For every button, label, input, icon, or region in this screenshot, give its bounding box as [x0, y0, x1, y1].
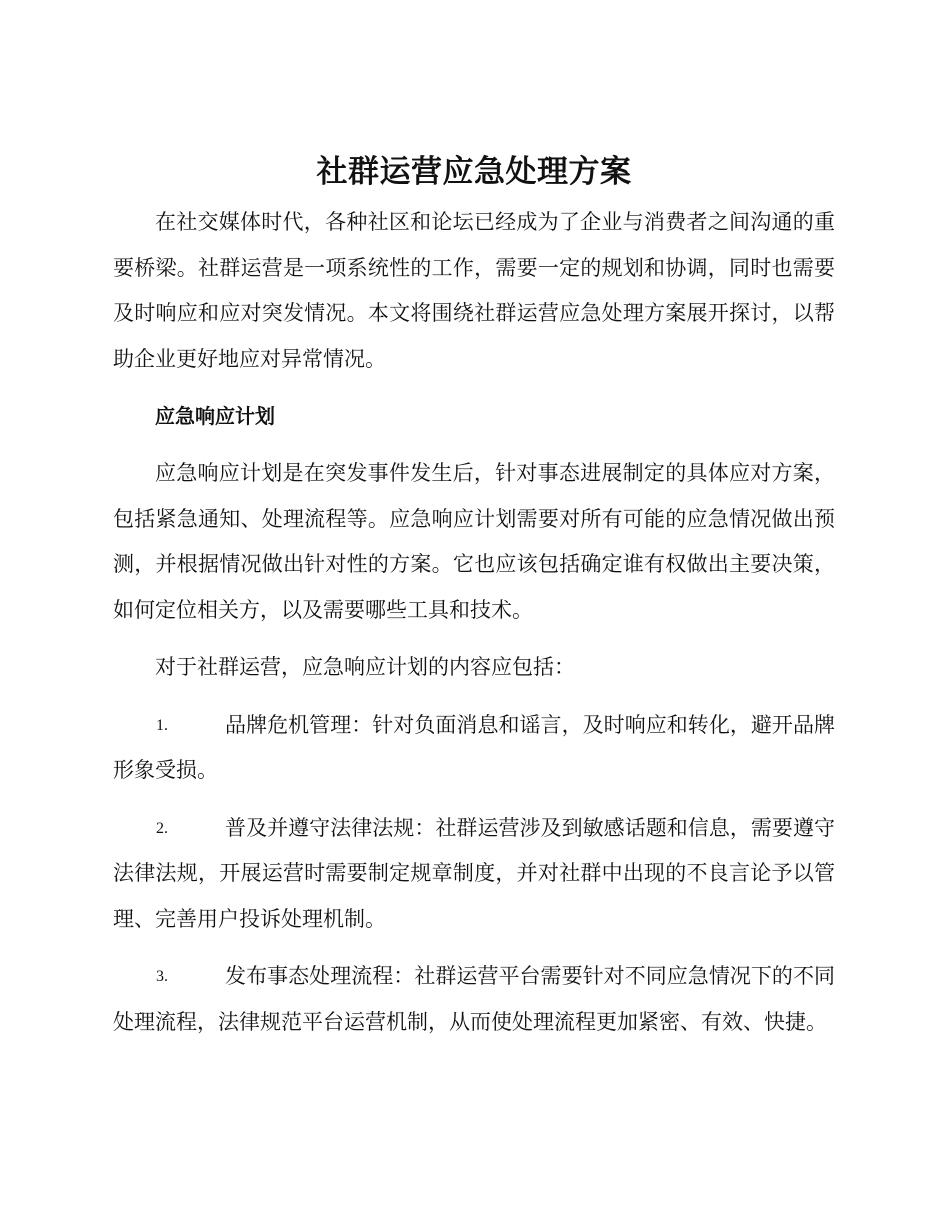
document-body	[113, 150, 835, 1045]
list-item	[113, 954, 835, 1045]
list-item-text: 品牌危机管理：针对负面消息和谣言，及时响应和转化，避开品牌形象受损。	[113, 712, 835, 782]
intro-paragraph: 在社交媒体时代，各种社区和论坛已经成为了企业与消费者之间沟通的重要桥梁。社群运营是一项系统性的工作，需要一定的规划和协调，同时也需要及时响应和应对突发情况。本文将围绕社群运营应急处理方案展开探讨，以帮助企业更好地应对异常情况。	[113, 210, 835, 371]
list-item-number: 2.	[156, 819, 168, 837]
list-item	[113, 703, 835, 794]
list-item-text: 发布事态处理流程：社群运营平台需要针对不同应急情况下的不同处理流程，法律规范平台运营机制，从而使处理流程更加紧密、有效、快捷。	[113, 964, 835, 1034]
list-item-text: 普及并遵守法律法规：社群运营涉及到敏感话题和信息，需要遵守法律法规，开展运营时需要制定规章制度，并对社群中出现的不良言论予以管理、完善用户投诉处理机制。	[113, 815, 835, 931]
list-item-number: 3.	[156, 968, 168, 985]
list-item	[113, 806, 835, 943]
document-title: 社群运营应急处理方案	[316, 154, 632, 190]
list-intro-paragraph: 对于社群运营，应急响应计划的内容应包括：	[155, 655, 575, 679]
section-heading: 应急响应计划	[155, 404, 275, 428]
list-item-number: 1.	[156, 716, 168, 734]
section-paragraph: 应急响应计划是在突发事件发生后，针对事态进展制定的具体应对方案，包括紧急通知、处理流程等。应急响应计划需要对所有可能的应急情况做出预测，并根据情况做出针对性的方案。它也应该包括确定谁有权做出主要决策，如何定位相关方，以及需要哪些工具和技术。	[113, 461, 835, 622]
